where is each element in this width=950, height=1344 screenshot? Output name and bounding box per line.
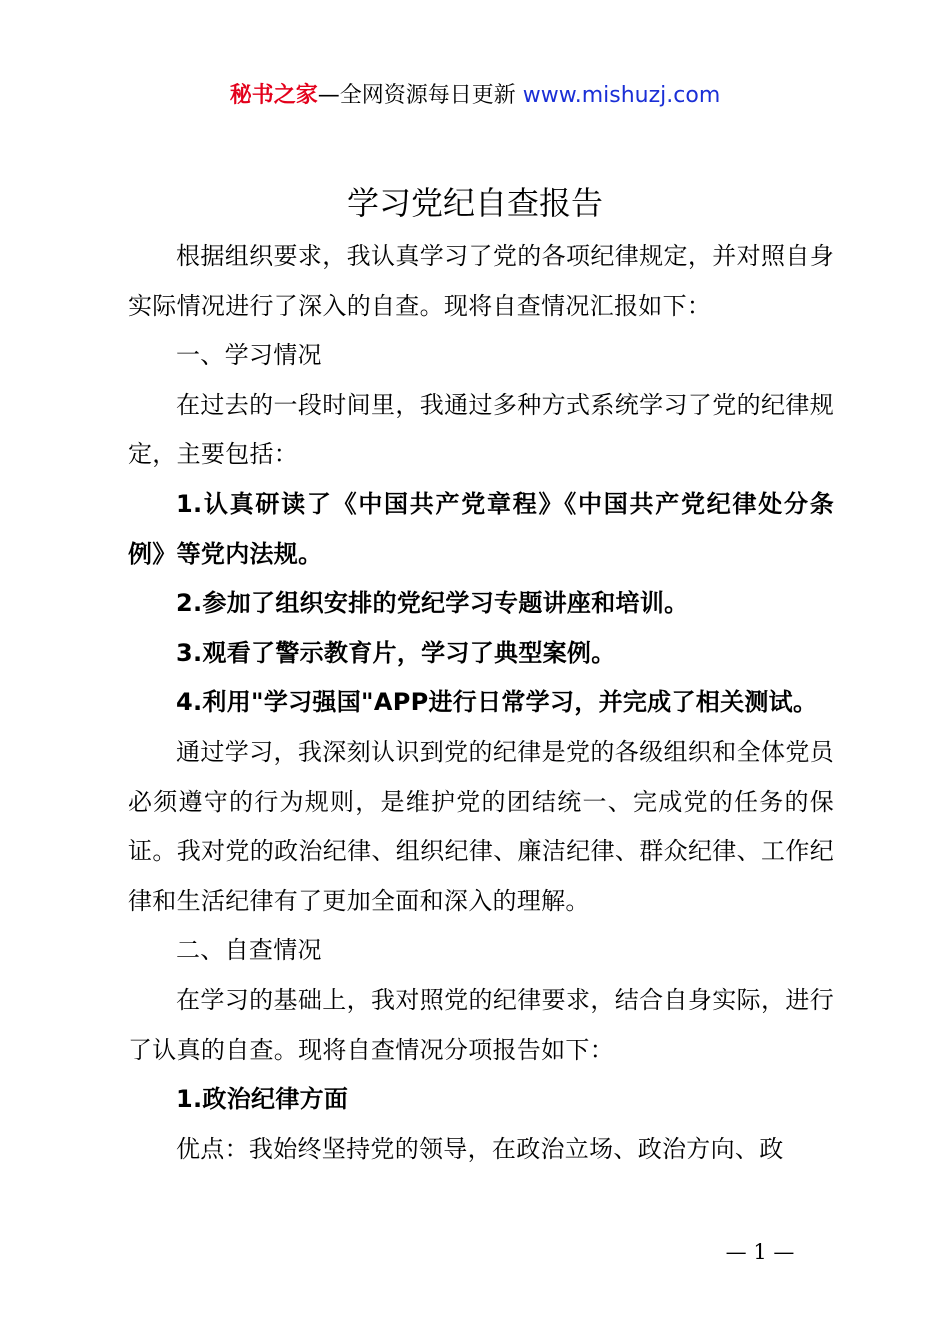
subheading-political-discipline: 1.政治纪律方面 xyxy=(176,1085,349,1114)
section-heading-self-check: 二、自查情况 xyxy=(176,936,322,965)
site-url-link[interactable]: www.mishuzj.com xyxy=(522,83,721,108)
study-intro-paragraph: 在过去的一段时间里，我通过多种方式系统学习了党的纪律规定，主要包括： xyxy=(128,390,834,469)
study-summary-paragraph: 通过学习，我深刻认识到党的纪律是党的各级组织和全体党员必须遵守的行为规则，是维护党的团结统一、完成党的任务的保证。我对党的政治纪律、组织纪律、廉洁纪律、群众纪律、工作纪律和生活纪律有了更加全面和深入的理解。 xyxy=(128,737,834,915)
intro-paragraph: 根据组织要求，我认真学习了党的各项纪律规定，并对照自身实际情况进行了深入的自查。现将自查情况汇报如下： xyxy=(128,242,834,320)
section-heading-study: 一、学习情况 xyxy=(176,341,322,370)
document-title: 学习党纪自查报告 xyxy=(346,184,603,222)
document-body xyxy=(128,232,834,1174)
study-item-3: 3.观看了警示教育片，学习了典型案例。 xyxy=(176,638,616,667)
study-item-2: 2.参加了组织安排的党纪学习专题讲座和培训。 xyxy=(176,589,689,618)
site-header xyxy=(0,78,950,114)
brand-name: 秘书之家 xyxy=(229,83,318,108)
header-tagline: —全网资源每日更新 xyxy=(317,83,516,108)
self-check-intro-paragraph: 在学习的基础上，我对照党的纪律要求，结合自身实际，进行了认真的自查。现将自查情况分项报告如下： xyxy=(128,985,834,1064)
study-item-4: 4.利用"学习强国"APP进行日常学习，并完成了相关测试。 xyxy=(176,688,818,717)
study-item-1: 1.认真研读了《中国共产党章程》《中国共产党纪律处分条例》等党内法规。 xyxy=(128,489,834,568)
page-number: — 1 — xyxy=(725,1240,795,1264)
strengths-paragraph: 优点：我始终坚持党的领导，在政治立场、政治方向、政 xyxy=(176,1134,784,1163)
